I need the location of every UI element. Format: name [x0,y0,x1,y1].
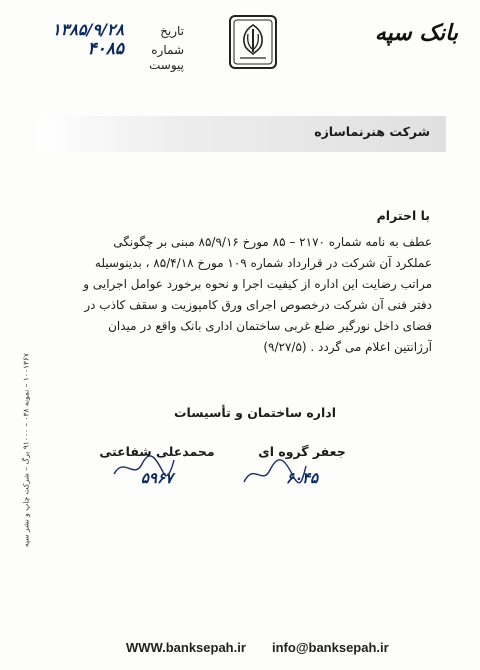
printer-side-note-text: ۱۰۰۱۳۶۷ – نمونه ۰۳۸ – ۹۱۰۰۰ برگ – شرکت چاپ و نشر سپه [21,352,31,548]
body-line: فضای داخل نورگیر ضلع غربی ساختمان اداری بانک واقع در میدان [108,319,432,333]
date-value: ۱۳۸۵/۹/۲۸ [52,20,124,39]
signatory-code: ۵۹۶۷ [140,469,174,487]
handwritten-signature-icon [108,448,178,488]
date-label: تاریخ [160,24,184,38]
body-line: آرژانتین اعلام می گردد . (۹/۲۷/۵) [263,340,432,354]
signatory-name: جعفر گروه ای [258,444,346,459]
body-line: مراتب رضایت این اداره از کیفیت اجرا و نحوه برخورد عوامل اجرایی و [83,277,432,291]
letter-body [54,232,432,358]
recipient-name: شرکت هنرنماسازه [314,124,430,139]
handwritten-signature-icon [240,452,310,492]
signatory-code: ۶۰۴۵ [285,469,319,487]
website-link[interactable]: WWW.banksepah.ir [126,640,246,655]
body-line: دفتر فنی آن شرکت درخصوص اجرای ورق کامپوزیت و سقف کاذب در [84,298,432,312]
date-row [34,20,184,39]
bank-sepah-emblem-icon [228,14,278,70]
salutation: با احترام [376,208,430,223]
attachment-row [34,58,184,77]
signatory-name: محمدعلی شفاعتی [99,444,215,459]
attachment-label: پیوست [149,58,184,72]
body-line: عطف به نامه شماره ۲۱۷۰ – ۸۵ مورخ ۸۵/۹/۱۶ مبنی بر چگونگی [113,235,432,249]
department-name: اداره ساختمان و تأسیسات [174,405,336,420]
body-line: عملکرد آن شرکت در قرارداد شماره ۱۰۹ مورخ ۸۵/۴/۱۸ ، بدینوسیله [94,256,432,270]
number-label: شماره [151,43,184,57]
bank-logotype: بانک سپه [374,20,458,46]
email-link[interactable]: info@banksepah.ir [272,640,389,655]
printer-side-note [16,345,36,555]
letter-metadata [34,20,184,77]
number-value: ۴۰۸۵ [87,39,124,59]
number-row [34,39,184,58]
